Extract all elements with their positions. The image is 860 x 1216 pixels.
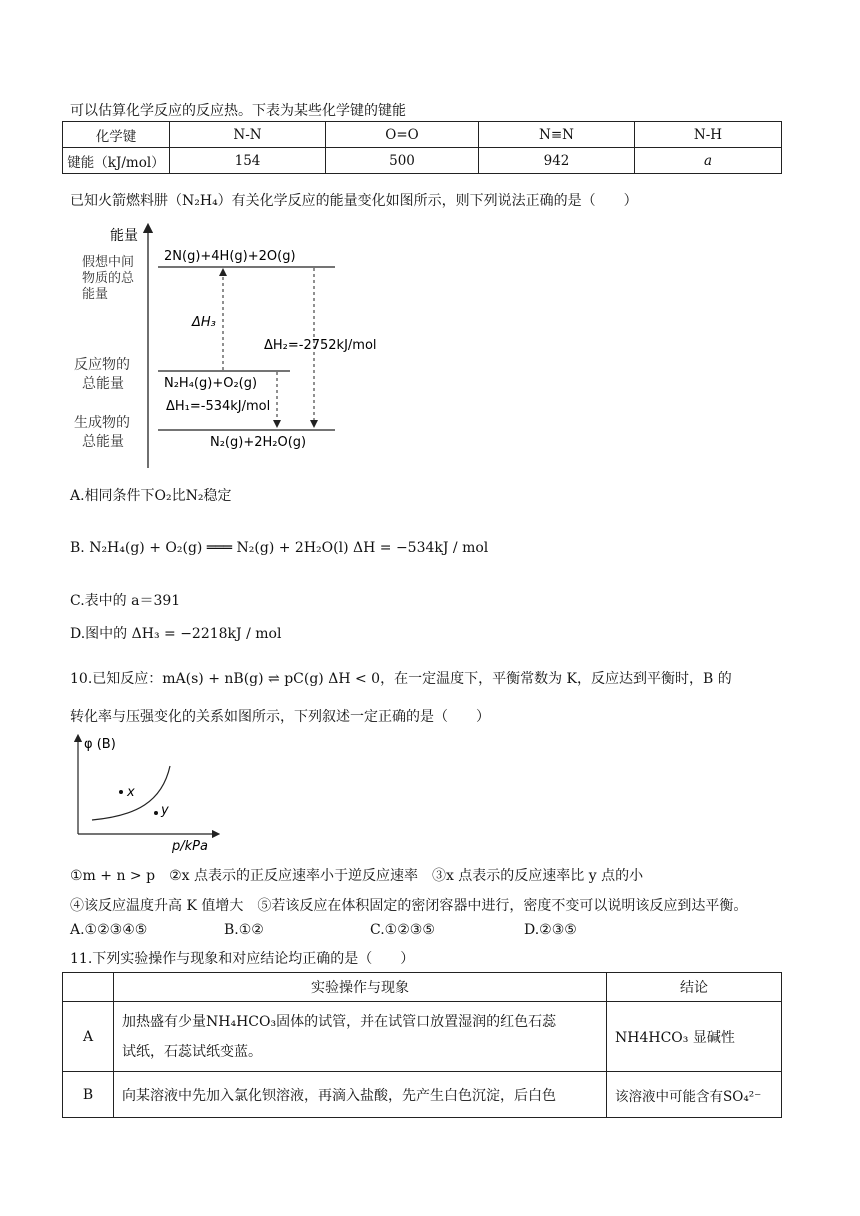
operation-cell: [114, 1072, 607, 1118]
dh2-label: ΔH₂=-2752kJ/mol: [264, 338, 377, 353]
mid-species: N₂H₄(g)+O₂(g): [164, 376, 258, 391]
q10-statements-2: ④该反应温度升高 K 值增大 ⑤若该反应在体积固定的密闭容器中进行，密度不变可以说明该反应到达平衡。: [70, 898, 748, 914]
bond-energy-table: [62, 121, 782, 174]
energy-diagram: [70, 220, 400, 475]
level-mid-label-1: 反应物的: [74, 357, 130, 373]
level-mid-label-2: 总能量: [82, 376, 124, 392]
q10-statements-1: ①m + n > p ②x 点表示的正反应速率小于逆反应速率 ③x 点表示的反应速率比 y 点的小: [70, 868, 644, 884]
level-top-label-1: 假想中间: [82, 255, 135, 270]
header-cell: N-H: [635, 122, 782, 148]
level-top-label-3: 能量: [82, 287, 109, 302]
header-cell: O=O: [326, 122, 479, 148]
q10-stem-1: 10.已知反应：mA(s) + nB(g) ⇌ pC(g) ΔH < 0，在一定温度下，平衡常数为 K，反应达到平衡时，B 的: [70, 671, 732, 687]
operation-line-1: 向某溶液中先加入氯化钡溶液，再滴入盐酸，先产生白色沉淀，后白色: [122, 1087, 556, 1104]
row-label: B: [63, 1072, 114, 1118]
energy-axis-label: 能量: [110, 228, 138, 244]
table-cell: 500: [326, 148, 479, 174]
x-axis-label: p/kPa: [172, 839, 208, 854]
q10-option-d: D.②③⑤: [524, 922, 577, 938]
bottom-species: N₂(g)+2H₂O(g): [210, 435, 307, 450]
table-cell: a: [635, 148, 782, 174]
level-bottom-label-2: 总能量: [82, 434, 124, 450]
q10-option-c: C.①②③⑤: [370, 922, 435, 938]
point-y-label: y: [161, 803, 169, 818]
point-x: [119, 790, 123, 794]
table-row: [63, 122, 782, 148]
experiment-table: [62, 972, 782, 1118]
q10-option-a: A.①②③④⑤: [70, 922, 148, 938]
table-row: [63, 1002, 782, 1072]
table-cell: 键能（kJ/mol）: [63, 148, 170, 174]
conclusion-cell: 该溶液中可能含有SO₄²⁻: [607, 1072, 782, 1118]
q9-option-b: B. N₂H₄(g) + O₂(g) ═══ N₂(g) + 2H₂O(l) ΔH = −534kJ / mol: [70, 540, 489, 556]
q10-option-b: B.①②: [224, 922, 264, 938]
q9-option-a: A.相同条件下O₂比N₂稳定: [70, 488, 232, 504]
table-row: [63, 148, 782, 174]
operation-line-2: 试纸，石蕊试纸变蓝。: [122, 1043, 262, 1060]
row-label: A: [63, 1002, 114, 1072]
operation-cell: [114, 1002, 607, 1072]
header-cell: N≡N: [479, 122, 635, 148]
level-top-label-2: 物质的总: [82, 271, 135, 286]
level-bottom-label-1: 生成物的: [74, 415, 130, 431]
point-x-label: x: [127, 785, 135, 800]
header-cell: 实验操作与现象: [114, 973, 607, 1002]
q9-option-d: D.图中的 ΔH₃ = −2218kJ / mol: [70, 626, 282, 642]
intro-text: 可以估算化学反应的反应热。下表为某些化学键的键能: [70, 103, 406, 119]
pressure-graph: [66, 732, 226, 854]
dh3-label: ΔH₃: [192, 315, 216, 330]
top-species: 2N(g)+4H(g)+2O(g): [164, 249, 296, 264]
table-cell: 154: [170, 148, 326, 174]
q9-stem: 已知火箭燃料肼（N₂H₄）有关化学反应的能量变化如图所示，则下列说法正确的是（ ）: [70, 193, 638, 209]
table-row: [63, 1072, 782, 1118]
header-cell: N-N: [170, 122, 326, 148]
header-cell: [63, 973, 114, 1002]
q9-option-c: C.表中的 a＝391: [70, 593, 181, 609]
header-cell: 化学键: [63, 122, 170, 148]
header-cell: 结论: [607, 973, 782, 1002]
y-axis-label: φ (B): [84, 737, 116, 752]
table-cell: 942: [479, 148, 635, 174]
table-row: [63, 973, 782, 1002]
operation-line-1: 加热盛有少量NH₄HCO₃固体的试管，并在试管口放置湿润的红色石蕊: [122, 1013, 557, 1030]
dh1-label: ΔH₁=-534kJ/mol: [166, 399, 271, 414]
conclusion-cell: NH4HCO₃ 显碱性: [607, 1002, 782, 1072]
q10-stem-2: 转化率与压强变化的关系如图所示，下列叙述一定正确的是（ ）: [70, 709, 490, 725]
q11-stem: 11.下列实验操作与现象和对应结论均正确的是（ ）: [70, 951, 415, 967]
point-y: [154, 811, 158, 815]
